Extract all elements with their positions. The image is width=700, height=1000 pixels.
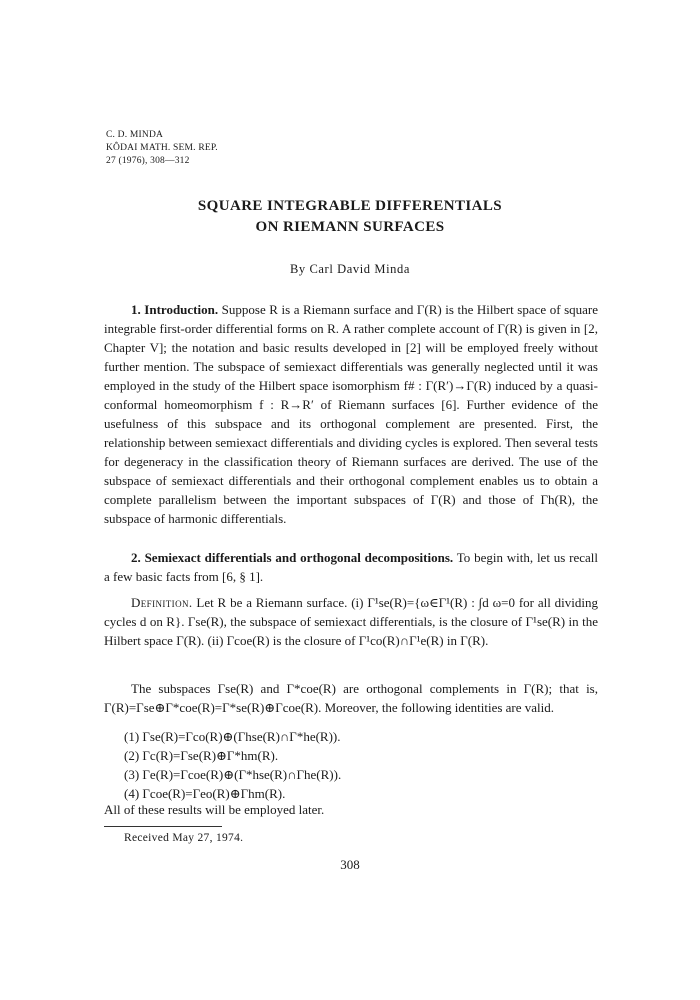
page-number: 308 — [340, 857, 360, 872]
section-2-heading: 2. Semiexact differentials and orthogonal decompositions. — [131, 550, 454, 565]
closing-sentence: All of these results will be employed later. — [104, 802, 325, 817]
section-1-body: Suppose R is a Riemann surface and Γ(R) is the Hilbert space of square integrable first-order differential forms on R. A rather complete account of Γ(R) is given in [2, Chapter V]; the notation and basic results developed in [2] will be employed freely without further mention. The subspace of semiexact differentials was generally neglected until it was employed in the study of the Hilbert space isomorphism f# : Γ(R′)→Γ(R) induced by a quasi-conformal homeomorphism f : R→R′ of Riemann surfaces [6]. Further evidence of the usefulness of this subspace and its orthogonal complement are presented. First, the relationship between semiexact differentials and dividing cycles is explored. Then several tests for degeneracy in the classification theory of Riemann surfaces are derived. The use of the subspace of semiexact differentials and their orthogonal complement enables us to obtain a complete parallelism between the important subspaces of Γ(R) and those of Γh(R), the subspace of harmonic differentials. — [104, 302, 599, 526]
section-2-intro — [104, 548, 598, 586]
definition-label: Definition. — [131, 595, 193, 610]
orthogonal-complement-paragraph: The subspaces Γse(R) and Γ*coe(R) are orthogonal complements in Γ(R); that is, Γ(R)=Γse⊕Γ*coe(R)=Γ*se(R)⊕Γcoe(R). Moreover, the following identities are valid. — [104, 681, 598, 715]
received-footnote: Received May 27, 1974. — [124, 832, 244, 844]
section-2-intro-text: To begin with, let us recall a few basic facts from [6, § 1]. — [104, 550, 598, 584]
section-1-introduction — [104, 300, 598, 528]
author-byline: By Carl David Minda — [289, 262, 411, 276]
section-1-heading: 1. Introduction. — [131, 302, 219, 317]
header-author: C. D. MINDA — [106, 130, 164, 140]
journal-header — [106, 129, 218, 168]
paper-title-line-1: SQUARE INTEGRABLE DIFFERENTIALS — [197, 198, 503, 214]
identity-3: (3) Γe(R)=Γcoe(R)⊕(Γ*hse(R)∩Γhe(R)). — [124, 767, 342, 782]
identity-1: (1) Γse(R)=Γco(R)⊕(Γhse(R)∩Γ*he(R)). — [124, 729, 341, 744]
identity-2: (2) Γc(R)=Γse(R)⊕Γ*hm(R). — [124, 748, 279, 763]
footnote-divider — [104, 826, 222, 827]
paper-title-line-2: ON RIEMANN SURFACES — [255, 219, 445, 235]
identity-4: (4) Γcoe(R)=Γeo(R)⊕Γhm(R). — [124, 786, 286, 801]
definition-text: Let R be a Riemann surface. (i) Γ¹se(R)={ω∈Γ¹(R) : ∫d ω=0 for all dividing cycles d on R}. Γse(R), the subspace of semiexact differentials, is the closure of Γ¹se(R) in the Hilbert space Γ(R). (ii) Γcoe(R) is the closure of Γ¹co(R)∩Γ¹e(R) in Γ(R). — [104, 595, 599, 648]
header-volume: 27 (1976), 308—312 — [106, 156, 190, 166]
definition-paragraph — [104, 593, 598, 650]
identity-list — [124, 727, 341, 803]
header-journal: KÔDAI MATH. SEM. REP. — [106, 143, 218, 153]
